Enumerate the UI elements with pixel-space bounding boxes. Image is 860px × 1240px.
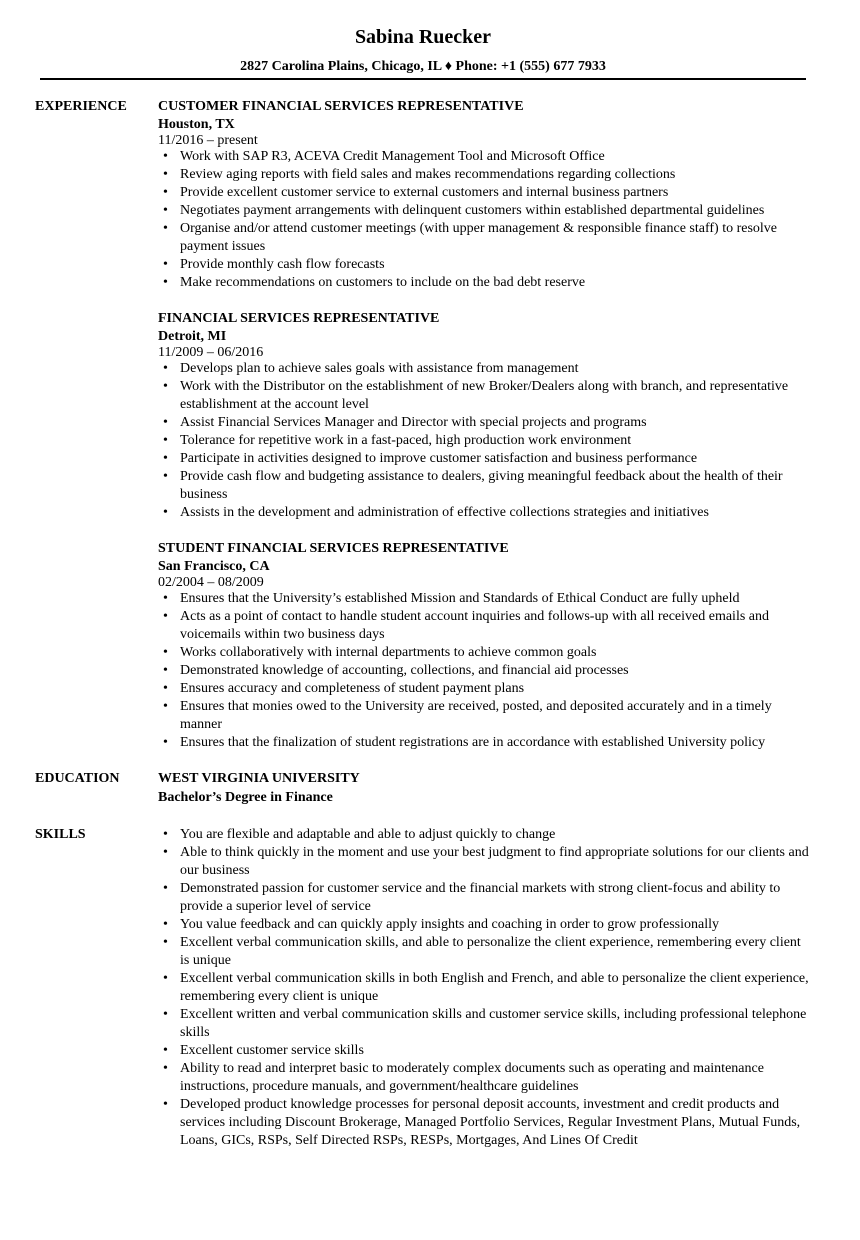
job-responsibilities: [158, 148, 846, 292]
skill-item: • Ability to read and interpret basic to moderately complex documents such as operating and maintenance instructions, procedure manuals, and government/healthcare guidelines: [158, 1060, 812, 1096]
experience-heading: EXPERIENCE: [35, 99, 127, 114]
skill-item: • Demonstrated passion for customer service and the financial markets with strong client-focus and ability to provide a superior level of service: [158, 880, 812, 916]
responsibility-item: • Ensures that the finalization of student registrations are in accordance with established University policy: [158, 734, 812, 752]
experience-entry: [158, 540, 846, 752]
responsibility-item: • Acts as a point of contact to handle student account inquiries and follows-up with all received emails and voicemails within two business days: [158, 608, 812, 644]
job-location: Houston, TX: [158, 117, 235, 132]
skill-item: • Excellent customer service skills: [158, 1042, 812, 1060]
resume-body: [0, 98, 846, 1150]
header-divider: [40, 78, 806, 80]
skills-heading: SKILLS: [35, 827, 86, 842]
job-dates: 02/2004 – 08/2009: [158, 575, 264, 590]
job-title: STUDENT FINANCIAL SERVICES REPRESENTATIVE: [158, 541, 509, 556]
contact-line: 2827 Carolina Plains, Chicago, IL ♦ Phone: +1 (555) 677 7933: [240, 59, 606, 74]
experience-entry: [158, 98, 846, 292]
job-location: San Francisco, CA: [158, 559, 270, 574]
responsibility-item: • Assists in the development and administration of effective collections strategies and initiatives: [158, 504, 812, 522]
candidate-name: Sabina Ruecker: [354, 26, 492, 48]
skill-item: • Excellent written and verbal communication skills and customer service skills, including professional telephone skills: [158, 1006, 812, 1042]
responsibility-item: • Tolerance for repetitive work in a fast-paced, high production work environment: [158, 432, 812, 450]
skill-item: • Excellent verbal communication skills, and able to personalize the client experience, remembering every client is unique: [158, 934, 812, 970]
responsibility-item: • Ensures that the University’s established Mission and Standards of Ethical Conduct are fully upheld: [158, 590, 812, 608]
responsibility-item: • Provide cash flow and budgeting assistance to dealers, giving meaningful feedback about the health of their business: [158, 468, 812, 504]
education-heading: EDUCATION: [35, 771, 120, 786]
responsibility-item: • Ensures that monies owed to the University are received, posted, and deposited accurately and in a timely manner: [158, 698, 812, 734]
experience-section: [0, 98, 846, 752]
responsibility-item: • Work with the Distributor on the establishment of new Broker/Dealers along with branch, and representative establishment at the account level: [158, 378, 812, 414]
education-section: [0, 770, 846, 808]
responsibility-item: • Works collaboratively with internal departments to achieve common goals: [158, 644, 812, 662]
responsibility-item: • Assist Financial Services Manager and Director with special projects and programs: [158, 414, 812, 432]
education-school: WEST VIRGINIA UNIVERSITY: [158, 771, 360, 786]
skills-section: [0, 826, 846, 1150]
job-title: CUSTOMER FINANCIAL SERVICES REPRESENTATIVE: [158, 99, 524, 114]
experience-list: [158, 98, 846, 752]
responsibility-item: • Make recommendations on customers to include on the bad debt reserve: [158, 274, 812, 292]
job-title: FINANCIAL SERVICES REPRESENTATIVE: [158, 311, 440, 326]
responsibility-item: • Develops plan to achieve sales goals with assistance from management: [158, 360, 812, 378]
skill-item: • Developed product knowledge processes for personal deposit accounts, investment and credit products and services including Discount Brokerage, Managed Portfolio Services, Regular Investment Plans, Mutual Funds, Loans, GICs, RSPs, Self Directed RSPs, RESPs, Mortgages, And Lines Of Credit: [158, 1096, 812, 1150]
skill-item: • You are flexible and adaptable and able to adjust quickly to change: [158, 826, 812, 844]
skill-item: • You value feedback and can quickly apply insights and coaching in order to grow professionally: [158, 916, 812, 934]
job-responsibilities: [158, 590, 846, 752]
responsibility-item: • Demonstrated knowledge of accounting, collections, and financial aid processes: [158, 662, 812, 680]
responsibility-item: • Work with SAP R3, ACEVA Credit Management Tool and Microsoft Office: [158, 148, 812, 166]
job-dates: 11/2016 – present: [158, 133, 258, 148]
responsibility-item: • Provide monthly cash flow forecasts: [158, 256, 812, 274]
education-degree: Bachelor’s Degree in Finance: [158, 790, 333, 805]
responsibility-item: • Provide excellent customer service to external customers and internal business partners: [158, 184, 812, 202]
experience-entry: [158, 310, 846, 522]
responsibility-item: • Negotiates payment arrangements with delinquent customers within established departmental guidelines: [158, 202, 812, 220]
responsibility-item: • Organise and/or attend customer meetings (with upper management & responsible finance staff) to resolve payment issues: [158, 220, 812, 256]
responsibility-item: • Ensures accuracy and completeness of student payment plans: [158, 680, 812, 698]
responsibility-item: • Review aging reports with field sales and makes recommendations regarding collections: [158, 166, 812, 184]
job-responsibilities: [158, 360, 846, 522]
responsibility-item: • Participate in activities designed to improve customer satisfaction and business performance: [158, 450, 812, 468]
job-location: Detroit, MI: [158, 329, 227, 344]
skill-item: • Able to think quickly in the moment and use your best judgment to find appropriate solutions for our clients and our business: [158, 844, 812, 880]
skill-item: • Excellent verbal communication skills in both English and French, and able to personalize the client experience, remembering every client is unique: [158, 970, 812, 1006]
skills-list: [158, 826, 846, 1150]
job-dates: 11/2009 – 06/2016: [158, 345, 264, 360]
